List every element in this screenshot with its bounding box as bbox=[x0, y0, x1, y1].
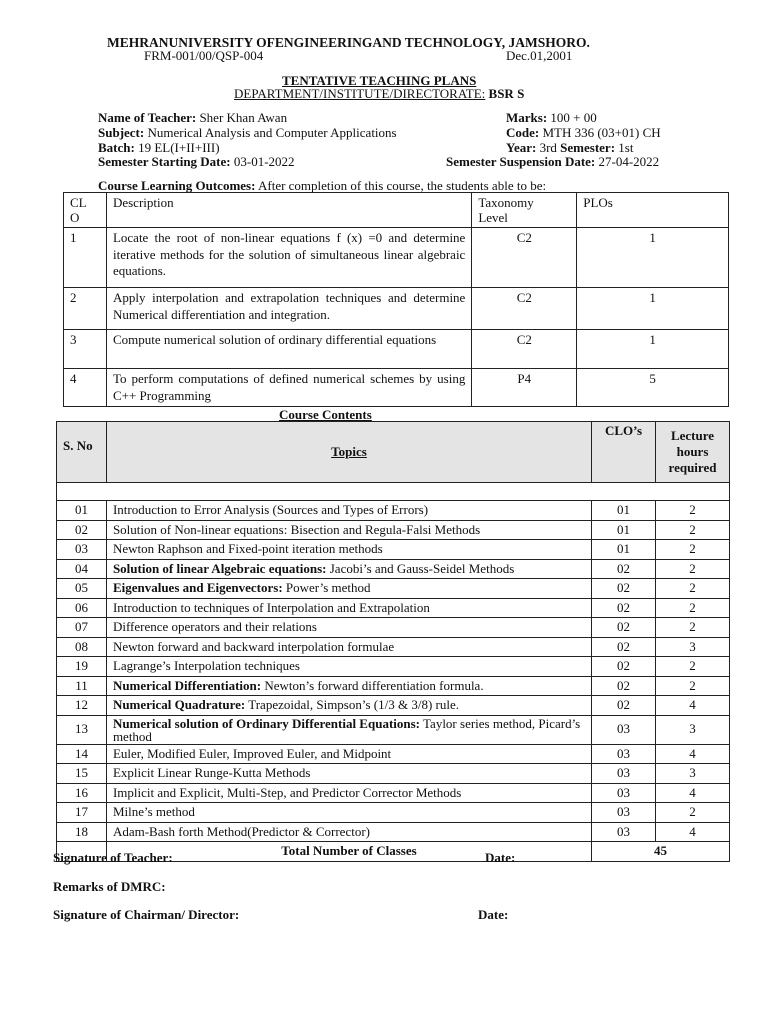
topic-number: 04 bbox=[57, 559, 107, 579]
batch-label: Batch: bbox=[98, 140, 135, 155]
clo-description: To perform computations of defined numerical schemes by using C++ Programming bbox=[106, 369, 471, 407]
lecture-hours-header-line1: Lecture bbox=[670, 428, 715, 443]
contents-header-row bbox=[57, 422, 730, 483]
topic-description: Newton’s forward differentiation formula. bbox=[261, 677, 484, 693]
topic-bold-prefix: Numerical Differentiation: bbox=[112, 677, 262, 693]
topic-number: 14 bbox=[57, 744, 107, 764]
clo-taxonomy: C2 bbox=[472, 288, 577, 330]
topic-text bbox=[106, 822, 591, 842]
marks-line bbox=[506, 110, 597, 126]
topic-description: Difference operators and their relations bbox=[112, 619, 317, 634]
topic-number: 11 bbox=[57, 676, 107, 696]
department-label: DEPARTMENT/INSTITUTE/DIRECTORATE: bbox=[234, 86, 486, 101]
topic-clo: 02 bbox=[592, 618, 656, 638]
topic-clo: 02 bbox=[592, 637, 656, 657]
start-date-label: Semester Starting Date: bbox=[98, 154, 231, 169]
topic-description: Jacobi’s and Gauss-Seidel Methods bbox=[326, 560, 515, 576]
department-line bbox=[234, 86, 524, 102]
clo-intro-text: After completion of this course, the students able to be: bbox=[257, 178, 547, 193]
form-date: Dec.01,2001 bbox=[506, 48, 573, 63]
topic-description: Power’s method bbox=[282, 580, 371, 595]
taxonomy-header-line1: Taxonomy bbox=[478, 195, 534, 210]
semester-value: 1st bbox=[618, 140, 634, 155]
clo-number: 1 bbox=[64, 228, 107, 288]
topic-hours: 2 bbox=[656, 618, 730, 638]
marks-label: Marks: bbox=[506, 110, 548, 125]
clo-number: 3 bbox=[64, 330, 107, 369]
year-label: Year: bbox=[506, 140, 537, 155]
topic-clo: 03 bbox=[592, 744, 656, 764]
topic-text bbox=[106, 783, 591, 803]
clo-plo: 1 bbox=[577, 330, 729, 369]
topic-number: 13 bbox=[57, 715, 107, 744]
topic-text bbox=[106, 540, 591, 560]
lecture-hours-header-line2: hours bbox=[676, 444, 709, 459]
course-contents-table bbox=[56, 421, 730, 862]
clo-row bbox=[64, 330, 729, 369]
total-label: Total Number of Classes bbox=[106, 842, 591, 862]
clo-plo: 1 bbox=[577, 228, 729, 288]
topic-row bbox=[57, 637, 730, 657]
topic-number: 08 bbox=[57, 637, 107, 657]
topic-number: 05 bbox=[57, 579, 107, 599]
topic-row bbox=[57, 657, 730, 677]
topic-description: Solution of Non-linear equations: Bisection and Regula-Falsi Methods bbox=[112, 521, 481, 537]
topic-description: Lagrange’s Interpolation techniques bbox=[112, 658, 300, 673]
topic-clo: 03 bbox=[592, 783, 656, 803]
plos-header: PLOs bbox=[577, 193, 729, 228]
topic-text bbox=[106, 715, 591, 744]
topic-text bbox=[106, 501, 591, 521]
topic-description: Newton forward and backward interpolation formulae bbox=[112, 638, 395, 654]
topic-description: Taylor series method, Picard’s method bbox=[112, 715, 584, 744]
clo-number: 2 bbox=[64, 288, 107, 330]
topic-row bbox=[57, 764, 730, 784]
topic-number: 06 bbox=[57, 598, 107, 618]
description-header: Description bbox=[106, 193, 471, 228]
total-value: 45 bbox=[592, 842, 730, 862]
clo-table bbox=[63, 192, 729, 407]
topic-row bbox=[57, 501, 730, 521]
topic-hours: 2 bbox=[656, 559, 730, 579]
start-date-value: 03-01-2022 bbox=[233, 154, 295, 169]
topic-bold-prefix: Numerical Quadrature: bbox=[112, 697, 246, 712]
topic-number: 07 bbox=[57, 618, 107, 638]
semester-label: Semester: bbox=[560, 140, 616, 155]
subject-line bbox=[98, 125, 397, 141]
clo-header-row bbox=[64, 193, 729, 228]
topic-number: 12 bbox=[57, 696, 107, 716]
clo-header-line2: O bbox=[70, 210, 80, 225]
topic-clo: 01 bbox=[592, 540, 656, 560]
topic-hours: 3 bbox=[656, 715, 730, 744]
plan-title: TENTATIVE TEACHING PLANS bbox=[282, 73, 477, 88]
topic-hours: 3 bbox=[656, 764, 730, 784]
suspension-line bbox=[446, 154, 659, 170]
clo-taxonomy: C2 bbox=[472, 228, 577, 288]
topic-number: 16 bbox=[57, 783, 107, 803]
topic-row bbox=[57, 803, 730, 823]
clo-intro-label: Course Learning Outcomes: bbox=[98, 178, 256, 193]
topic-hours: 2 bbox=[656, 540, 730, 560]
clo-description: Compute numerical solution of ordinary differential equations bbox=[106, 330, 471, 369]
topic-clo: 02 bbox=[592, 579, 656, 599]
topic-clo: 02 bbox=[592, 657, 656, 677]
lecture-hours-header bbox=[656, 422, 730, 483]
topic-text bbox=[106, 559, 591, 579]
topic-hours: 2 bbox=[656, 676, 730, 696]
topic-text bbox=[106, 744, 591, 764]
suspension-label: Semester Suspension Date: bbox=[446, 154, 596, 169]
topic-number: 18 bbox=[57, 822, 107, 842]
department-value: BSR S bbox=[488, 86, 525, 101]
subject-value: Numerical Analysis and Computer Applications bbox=[147, 125, 397, 140]
course-contents-title: Course Contents bbox=[279, 407, 372, 422]
year-value: 3rd bbox=[539, 140, 557, 155]
topic-row bbox=[57, 696, 730, 716]
topic-description: Adam-Bash forth Method(Predictor & Corrector) bbox=[112, 823, 370, 839]
topic-clo: 02 bbox=[592, 559, 656, 579]
topic-description: Introduction to techniques of Interpolation and Extrapolation bbox=[112, 599, 430, 615]
topic-text bbox=[106, 803, 591, 823]
topic-row bbox=[57, 540, 730, 560]
topic-hours: 2 bbox=[656, 598, 730, 618]
topic-description: Explicit Linear Runge-Kutta Methods bbox=[112, 765, 311, 780]
topic-row bbox=[57, 822, 730, 842]
topic-number: 17 bbox=[57, 803, 107, 823]
lecture-hours-header-line3: required bbox=[668, 460, 717, 475]
topic-row bbox=[57, 559, 730, 579]
teacher-date-label: Date: bbox=[485, 850, 516, 865]
clo-row bbox=[64, 228, 729, 288]
topic-description: Milne’s method bbox=[112, 804, 195, 819]
clo-row bbox=[64, 288, 729, 330]
topic-clo: 01 bbox=[592, 520, 656, 540]
chairman-date-label: Date: bbox=[478, 907, 509, 922]
topic-clo: 03 bbox=[592, 822, 656, 842]
topic-text bbox=[106, 657, 591, 677]
topic-text bbox=[106, 676, 591, 696]
topic-hours: 2 bbox=[656, 803, 730, 823]
taxonomy-header bbox=[472, 193, 577, 228]
topic-text bbox=[106, 520, 591, 540]
topic-text bbox=[106, 618, 591, 638]
marks-value: 100 + 00 bbox=[550, 110, 597, 125]
subject-label: Subject: bbox=[98, 125, 145, 140]
topic-clo: 03 bbox=[592, 803, 656, 823]
topic-hours: 4 bbox=[656, 822, 730, 842]
topic-row bbox=[57, 715, 730, 744]
clo-taxonomy: P4 bbox=[472, 369, 577, 407]
topic-description: Trapezoidal, Simpson’s (1/3 & 3/8) rule. bbox=[245, 697, 459, 712]
sno-header: S. No bbox=[57, 422, 107, 483]
teacher-signature-label: Signature of Teacher: bbox=[53, 850, 173, 865]
topic-row bbox=[57, 618, 730, 638]
code-line bbox=[506, 125, 661, 141]
clo-plo: 5 bbox=[577, 369, 729, 407]
topic-row bbox=[57, 783, 730, 803]
header-spacer-row bbox=[57, 483, 730, 501]
topic-bold-prefix: Numerical solution of Ordinary Differential Equations: bbox=[112, 715, 420, 731]
clo-number: 4 bbox=[64, 369, 107, 407]
topic-row bbox=[57, 520, 730, 540]
topic-row bbox=[57, 744, 730, 764]
topic-hours: 4 bbox=[656, 696, 730, 716]
topic-hours: 2 bbox=[656, 579, 730, 599]
topic-hours: 3 bbox=[656, 637, 730, 657]
topic-hours: 2 bbox=[656, 520, 730, 540]
start-date-line bbox=[98, 154, 295, 170]
topic-clo: 01 bbox=[592, 501, 656, 521]
topic-clo: 03 bbox=[592, 764, 656, 784]
remarks-label: Remarks of DMRC: bbox=[53, 879, 166, 894]
form-number: FRM-001/00/QSP-004 bbox=[144, 48, 264, 63]
topic-hours: 2 bbox=[656, 657, 730, 677]
code-label: Code: bbox=[506, 125, 540, 140]
teacher-label: Name of Teacher: bbox=[98, 110, 197, 125]
teacher-value: Sher Khan Awan bbox=[199, 110, 288, 125]
university-name: MEHRANUNIVERSITY OFENGINEERINGAND TECHNOLOGY, JAMSHORO. bbox=[107, 35, 590, 50]
topic-description: Implicit and Explicit, Multi-Step, and Predictor Corrector Methods bbox=[112, 784, 462, 800]
topic-text bbox=[106, 696, 591, 716]
batch-value: 19 EL(I+II+III) bbox=[138, 140, 220, 155]
clo-header-cell bbox=[64, 193, 107, 228]
topic-number: 15 bbox=[57, 764, 107, 784]
chairman-signature-label: Signature of Chairman/ Director: bbox=[53, 907, 240, 922]
code-value: MTH 336 (03+01) CH bbox=[542, 125, 661, 140]
clo-description: Locate the root of non-linear equations f (x) =0 and determine iterative methods for the solution of simultaneous linear algebraic equations. bbox=[106, 228, 471, 288]
topic-text bbox=[106, 764, 591, 784]
clo-taxonomy: C2 bbox=[472, 330, 577, 369]
topics-header: Topics bbox=[106, 422, 591, 483]
topic-bold-prefix: Solution of linear Algebraic equations: bbox=[112, 560, 327, 576]
topic-number: 02 bbox=[57, 520, 107, 540]
topic-bold-prefix: Eigenvalues and Eigenvectors: bbox=[112, 580, 283, 595]
topic-hours: 4 bbox=[656, 783, 730, 803]
topic-clo: 03 bbox=[592, 715, 656, 744]
topic-description: Introduction to Error Analysis (Sources and Types of Errors) bbox=[112, 502, 429, 517]
topic-number: 01 bbox=[57, 501, 107, 521]
topic-text bbox=[106, 637, 591, 657]
topic-clo: 02 bbox=[592, 676, 656, 696]
suspension-value: 27-04-2022 bbox=[598, 154, 660, 169]
clo-header-line1: CL bbox=[70, 195, 87, 210]
taxonomy-header-line2: Level bbox=[478, 210, 508, 225]
topic-description: Newton Raphson and Fixed-point iteration methods bbox=[112, 541, 383, 556]
topic-hours: 4 bbox=[656, 744, 730, 764]
clos-header: CLO’s bbox=[592, 422, 656, 483]
topic-hours: 2 bbox=[656, 501, 730, 521]
topic-text bbox=[106, 579, 591, 599]
topic-clo: 02 bbox=[592, 696, 656, 716]
topic-row bbox=[57, 579, 730, 599]
clo-row bbox=[64, 369, 729, 407]
teacher-line bbox=[98, 110, 287, 126]
clo-plo: 1 bbox=[577, 288, 729, 330]
topic-number: 03 bbox=[57, 540, 107, 560]
topic-row bbox=[57, 598, 730, 618]
topic-text bbox=[106, 598, 591, 618]
topic-number: 19 bbox=[57, 657, 107, 677]
clo-description: Apply interpolation and extrapolation techniques and determine Numerical differentiation and integration. bbox=[106, 288, 471, 330]
contents-body bbox=[57, 501, 730, 842]
topic-clo: 02 bbox=[592, 598, 656, 618]
topic-description: Euler, Modified Euler, Improved Euler, and Midpoint bbox=[112, 745, 392, 761]
topic-row bbox=[57, 676, 730, 696]
